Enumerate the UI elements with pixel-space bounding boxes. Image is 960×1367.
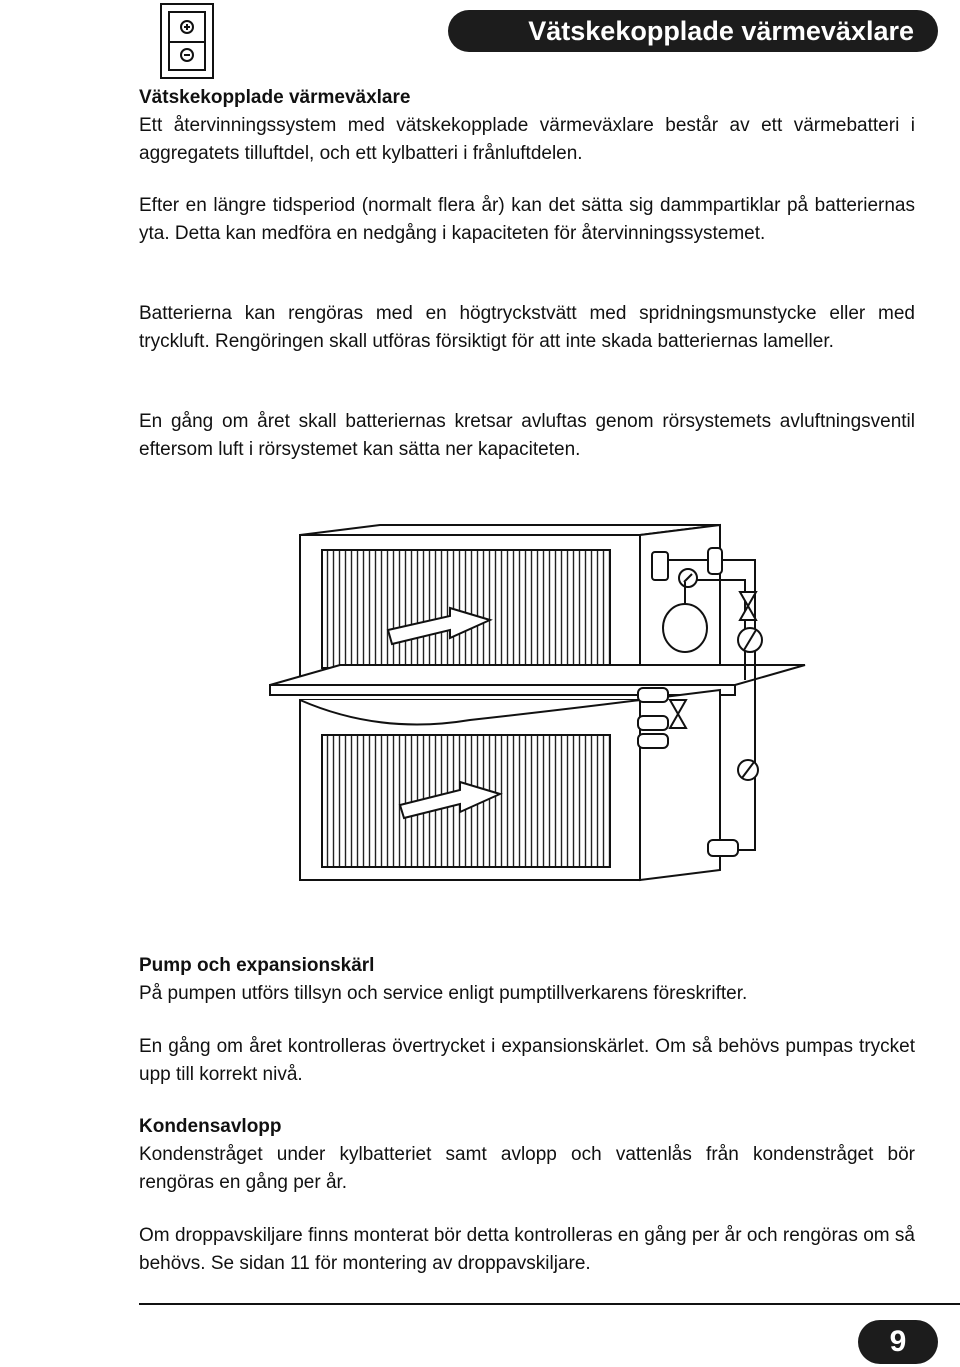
intro-paragraph-3: Batterierna kan rengöras med en högtryckstvätt med spridningsmunstycke eller med tryckluft. Rengöringen skall utföras försiktigt för att inte skada batteriernas lameller.	[139, 303, 915, 352]
heat-exchanger-diagram	[260, 520, 820, 920]
footer-divider	[139, 1303, 960, 1305]
intro-paragraph-4: En gång om året skall batteriernas kretsar avluftas genom rörsystemets avluftningsventil eftersom luft i rörsystemet kan sätta ner kapaciteten.	[139, 411, 915, 460]
drain-paragraph-2: Om droppavskiljare finns monterat bör detta kontrolleras en gång per år och rengöras om så behövs. Se sidan 11 för montering av droppavskiljare.	[139, 1225, 915, 1274]
upper-coil-section	[300, 525, 720, 678]
drain-heading: Kondensavlopp	[139, 1116, 282, 1137]
pump-section	[139, 952, 915, 1008]
pump-paragraph-2: En gång om året kontrolleras övertrycket i expansionskärlet. Om så behövs pumpas trycket upp till korrekt nivå.	[139, 1036, 915, 1085]
pump-paragraph-1: På pumpen utförs tillsyn och service enligt pumptillverkarens föreskrifter.	[139, 983, 748, 1004]
plus-icon	[170, 13, 204, 43]
intro-section	[139, 84, 915, 168]
intro-paragraph-2: Efter en längre tidsperiod (normalt flera år) kan det sätta sig dammpartiklar på batteriernas yta. Detta kan medföra en nedgång i kapaciteten för återvinningssystemet.	[139, 195, 915, 244]
page-header-title: Vätskekopplade värmeväxlare	[448, 10, 938, 52]
intro-paragraph-1: Ett återvinningssystem med vätskekopplade värmeväxlare består av ett värmebatteri i aggregatets tilluftdel, och ett kylbatteri i frånluftdelen.	[139, 115, 915, 164]
page-number: 9	[858, 1320, 938, 1364]
intro-heading: Vätskekopplade värmeväxlare	[139, 87, 411, 108]
pump-heading: Pump och expansionskärl	[139, 955, 375, 976]
drain-tray	[270, 665, 805, 695]
plus-minus-icon	[160, 3, 214, 79]
drain-section	[139, 1113, 915, 1197]
minus-icon	[170, 41, 204, 69]
drain-paragraph-1: Kondenstråget under kylbatteriet samt avlopp och vattenlås från kondenstråget bör rengöras en gång per år.	[139, 1144, 915, 1193]
